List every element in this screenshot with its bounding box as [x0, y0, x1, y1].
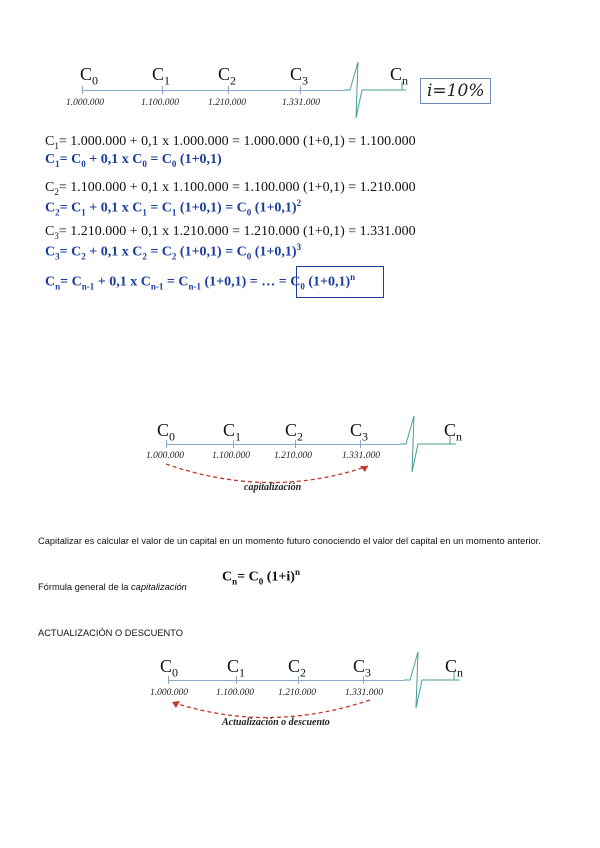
equation-c1-numeric: $C_1= 1.000.000 + 0,1$ x 1.000.000 = 1.000.000 (1+0,1) = 1.100.000 [45, 134, 416, 151]
timeline-label-c1: $C_1$ [223, 420, 242, 444]
timeline-label-c3: $C_3$ [290, 64, 309, 88]
equation-c3-symbolic: $C_3= C_2 + 0,1$ x $C_2 = C_2$ $(1+0,1) = C_0$ $(1+0,1)^3$ [45, 242, 302, 262]
timeline-tick [298, 676, 299, 684]
timeline-label-c2: $C_2$ [288, 656, 307, 680]
result-highlight-box [296, 266, 384, 298]
timeline-label-c3: $C_3$ [353, 656, 372, 680]
section-heading: ACTUALIZACIÓN O DESCUENTO [38, 628, 183, 638]
capitalization-formula: $C_n= C_0$ $(1+i)^n$ [222, 567, 300, 587]
timeline-label-c1: $C_1$ [152, 64, 171, 88]
timeline-axis [168, 680, 404, 681]
equation-c2-symbolic: $C_2= C_1 + 0,1$ x $C_1 = C_1$ $(1+0,1) = C_0$ $(1+0,1)^2$ [45, 198, 302, 218]
timeline-amount: 1.100.000 [141, 98, 179, 108]
timeline-tick [360, 440, 361, 448]
timeline-tick [295, 440, 296, 448]
timeline-break-icon [396, 414, 466, 474]
timeline-label-c0: $C_0$ [80, 64, 99, 88]
timeline-amount: 1.331.000 [342, 451, 380, 461]
timeline-amount: 1.210.000 [274, 451, 312, 461]
capitalization-label: capitalización [244, 482, 302, 493]
timeline-label-c2: $C_2$ [218, 64, 237, 88]
timeline-label-c0: $C_0$ [157, 420, 176, 444]
timeline-tick [233, 440, 234, 448]
timeline-break-icon [400, 650, 470, 710]
timeline-amount: 1.331.000 [345, 688, 383, 698]
timeline-tick [236, 676, 237, 684]
timeline-tick [228, 86, 229, 94]
timeline-amount: 1.210.000 [278, 688, 316, 698]
timeline-amount: 1.000.000 [66, 98, 104, 108]
equation-c1-symbolic: $C_1= C_0 + 0,1$ x $C_0 = C_0$ (1+0,1) [45, 152, 222, 169]
timeline-axis [82, 90, 344, 91]
discount-label: Actualización o descuento [222, 717, 330, 728]
timeline-label-c0: $C_0$ [160, 656, 179, 680]
timeline-axis [166, 444, 400, 445]
timeline-label-c3: $C_3$ [350, 420, 369, 444]
timeline-tick [300, 86, 301, 94]
equation-cn-general: $C_n= C_{n-1} + 0,1$ x $C_{n-1} = C_{n-1}$ (1+0,1) = … = $C_0$ $(1+0,1)^n$ [45, 272, 356, 292]
timeline-amount: 1.100.000 [212, 451, 250, 461]
timeline-amount: 1.100.000 [216, 688, 254, 698]
timeline-break-icon [340, 60, 410, 120]
timeline-amount: 1.210.000 [208, 98, 246, 108]
timeline-tick [166, 440, 167, 448]
timeline-tick [82, 86, 83, 94]
timeline-tick [168, 676, 169, 684]
timeline-label-cn: $C_n$ [390, 64, 409, 88]
equation-c3-numeric: $C_3= 1.210.000 + 0,1$ x 1.210.000 = 1.210.000 (1+0,1) = 1.331.000 [45, 224, 416, 241]
timeline-tick [363, 676, 364, 684]
timeline-amount: 1.000.000 [146, 451, 184, 461]
timeline-label-cn: $C_n$ [444, 420, 463, 444]
capitalization-definition: Capitalizar es calcular el valor de un capital en un momento futuro conociendo el valor del capital en un momento anterior. [38, 536, 541, 546]
interest-rate-box: i=10% [420, 78, 491, 104]
timeline-label-c2: $C_2$ [285, 420, 304, 444]
timeline-label-cn: $C_n$ [445, 656, 464, 680]
formula-caption: Fórmula general de la capitalización [38, 582, 187, 592]
timeline-label-c1: $C_1$ [227, 656, 246, 680]
equation-c2-numeric: $C_2= 1.100.000 + 0,1$ x 1.100.000 = 1.100.000 (1+0,1) = 1.210.000 [45, 180, 416, 197]
timeline-amount: 1.000.000 [150, 688, 188, 698]
timeline-amount: 1.331.000 [282, 98, 320, 108]
timeline-tick [162, 86, 163, 94]
